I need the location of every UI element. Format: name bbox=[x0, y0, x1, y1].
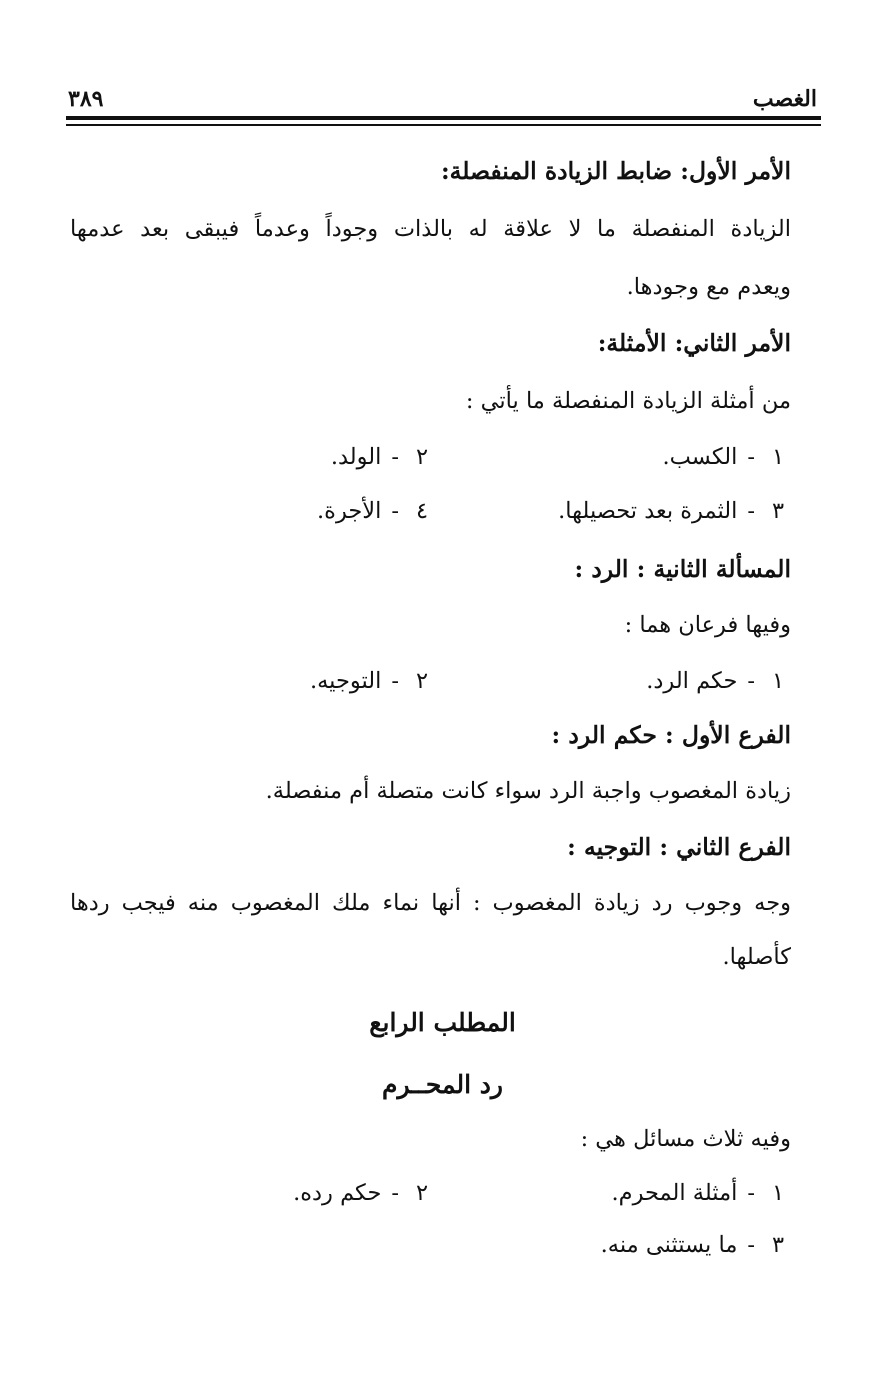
list-number: ٢ bbox=[415, 444, 429, 470]
list-text: حكم رده. bbox=[293, 1180, 382, 1206]
list-number: ١ bbox=[771, 1180, 785, 1206]
list-text: الكسب. bbox=[662, 444, 738, 470]
list-item bbox=[317, 500, 435, 523]
running-head bbox=[68, 76, 817, 112]
list-dash: - bbox=[747, 444, 755, 470]
heading-first-branch: الفرع الأول : حكم الرد : bbox=[551, 721, 791, 749]
list-item bbox=[331, 446, 435, 469]
list-text: حكم الرد. bbox=[646, 668, 738, 694]
examples-intro: من أمثلة الزيادة المنفصلة ما يأتي : bbox=[465, 388, 791, 414]
list-dash: - bbox=[391, 444, 399, 470]
section-title: المطلب الرابع bbox=[369, 1008, 516, 1037]
list-item bbox=[646, 670, 791, 693]
list-text: الولد. bbox=[330, 444, 382, 470]
branches-intro: وفيها فرعان هما : bbox=[624, 612, 791, 638]
list-dash: - bbox=[391, 1180, 399, 1206]
list-text: التوجيه. bbox=[309, 668, 382, 694]
list-item bbox=[611, 1182, 791, 1205]
paragraph-line: زيادة المغصوب واجبة الرد سواء كانت متصلة أم منفصلة. bbox=[265, 778, 791, 804]
list-text: الثمرة بعد تحصيلها. bbox=[558, 498, 738, 524]
list-number: ١ bbox=[771, 444, 785, 470]
list-dash: - bbox=[391, 498, 399, 524]
list-dash: - bbox=[747, 1232, 755, 1258]
paragraph-line: الزيادة المنفصلة ما لا علاقة له بالذات وجوداً وعدماً فيبقى بعد عدمها bbox=[70, 216, 791, 242]
chapter-title: الغصب bbox=[752, 86, 817, 112]
section-subtitle: رد المحــرم bbox=[382, 1070, 503, 1099]
heading-second-issue: المسألة الثانية : الرد : bbox=[574, 555, 791, 583]
heading-second-branch: الفرع الثاني : التوجيه : bbox=[567, 833, 791, 861]
list-dash: - bbox=[391, 668, 399, 694]
paragraph-line: كأصلها. bbox=[722, 944, 791, 970]
heading-first-matter: الأمر الأول: ضابط الزيادة المنفصلة: bbox=[440, 157, 791, 185]
header-rule-thick bbox=[66, 116, 821, 120]
list-number: ١ bbox=[771, 668, 785, 694]
paragraph-line: وجه وجوب رد زيادة المغصوب : أنها نماء ملك المغصوب منه فيجب ردها bbox=[70, 890, 791, 916]
header-rule-thin bbox=[66, 124, 821, 126]
list-dash: - bbox=[747, 668, 755, 694]
list-dash: - bbox=[747, 498, 755, 524]
list-number: ٤ bbox=[415, 498, 429, 524]
list-item bbox=[601, 1234, 791, 1257]
list-number: ٣ bbox=[771, 498, 785, 524]
list-text: أمثلة المحرم. bbox=[611, 1180, 738, 1206]
list-item bbox=[310, 670, 435, 693]
list-text: ما يستثنى منه. bbox=[600, 1232, 738, 1258]
list-number: ٢ bbox=[415, 1180, 429, 1206]
list-item bbox=[558, 500, 791, 523]
page-number: ٣٨٩ bbox=[68, 86, 104, 112]
list-text: الأجرة. bbox=[317, 498, 382, 524]
paragraph-line: ويعدم مع وجودها. bbox=[626, 274, 791, 300]
list-item bbox=[293, 1182, 435, 1205]
list-item bbox=[663, 446, 791, 469]
heading-second-matter: الأمر الثاني: الأمثلة: bbox=[597, 329, 791, 357]
list-dash: - bbox=[747, 1180, 755, 1206]
list-number: ٣ bbox=[771, 1232, 785, 1258]
issues-intro: وفيه ثلاث مسائل هي : bbox=[580, 1126, 791, 1152]
list-number: ٢ bbox=[415, 668, 429, 694]
